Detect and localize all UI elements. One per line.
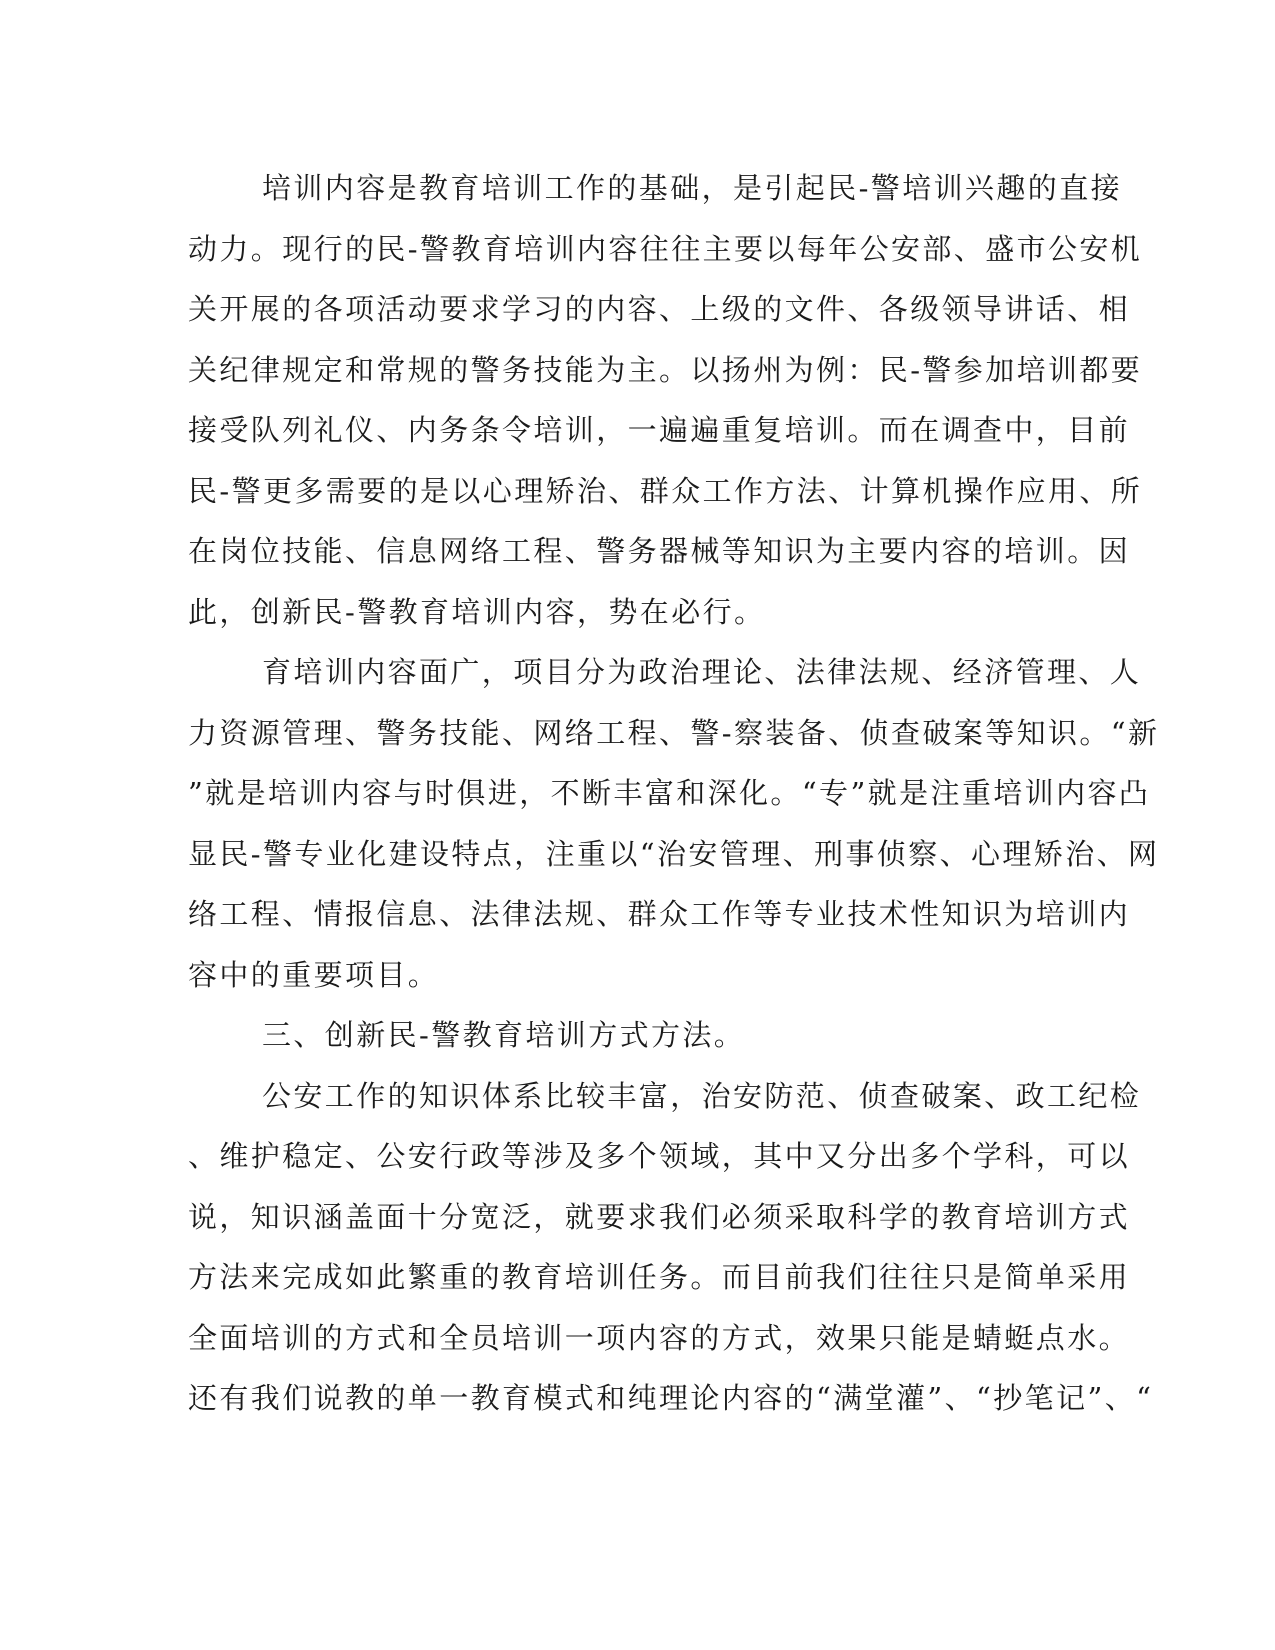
paragraph-3-line-3: 说，知识涵盖面十分宽泛，就要求我们必须采取科学的教育培训方式 xyxy=(188,1199,1131,1234)
paragraph-1-line-6: 民-警更多需要的是以心理矫治、群众工作方法、计算机操作应用、所 xyxy=(188,473,1143,508)
paragraph-3-line-4: 方法来完成如此繁重的教育培训任务。而目前我们往往只是简单采用 xyxy=(188,1260,1131,1294)
paragraph-1-line-1: 培训内容是教育培训工作的基础，是引起民-警培训兴趣的直接 xyxy=(262,171,1122,205)
paragraph-1-line-3: 关开展的各项活动要求学习的内容、上级的文件、各级领导讲话、相 xyxy=(188,292,1131,326)
paragraph-2-line-2: 力资源管理、警务技能、网络工程、警-察装备、侦查破案等知识。“新 xyxy=(188,715,1160,750)
paragraph-1-line-7: 在岗位技能、信息网络工程、警务器械等知识为主要内容的培训。因 xyxy=(188,534,1131,568)
paragraph-3-line-1: 公安工作的知识体系比较丰富，治安防范、侦查破案、政工纪检 xyxy=(262,1078,1142,1113)
paragraph-1-line-4: 关纪律规定和常规的警务技能为主。以扬州为例：民-警参加培训都要 xyxy=(188,352,1143,387)
section-heading: 三、创新民-警教育培训方式方法。 xyxy=(262,1018,746,1052)
paragraph-2-line-3: ”就是培训内容与时俱进，不断丰富和深化。“专”就是注重培训内容凸 xyxy=(188,776,1151,810)
paragraph-2-line-4: 显民-警专业化建设特点，注重以“治安管理、刑事侦察、心理矫治、网 xyxy=(188,836,1160,871)
paragraph-2-line-6: 容中的重要项目。 xyxy=(188,957,440,992)
paragraph-3-line-6: 还有我们说教的单一教育模式和纯理论内容的“满堂灌”、“抄笔记”、“ xyxy=(188,1381,1154,1415)
paragraph-1-line-8: 此，创新民-警教育培训内容，势在必行。 xyxy=(188,594,766,629)
paragraph-3-line-2: 、维护稳定、公安行政等涉及多个领域，其中又分出多个学科，可以 xyxy=(188,1139,1131,1173)
paragraph-2-line-5: 络工程、情报信息、法律法规、群众工作等专业技术性知识为培训内 xyxy=(188,897,1131,931)
paragraph-3-line-5: 全面培训的方式和全员培训一项内容的方式，效果只能是蜻蜓点水。 xyxy=(188,1320,1131,1355)
paragraph-2-line-1: 育培训内容面广，项目分为政治理论、法律法规、经济管理、人 xyxy=(262,655,1142,689)
paragraph-1-line-5: 接受队列礼仪、内务条令培训，一遍遍重复培训。而在调查中，目前 xyxy=(188,413,1131,447)
document-body xyxy=(188,158,1160,1429)
paragraph-1-line-2: 动力。现行的民-警教育培训内容往往主要以每年公安部、盛市公安机 xyxy=(188,231,1143,266)
